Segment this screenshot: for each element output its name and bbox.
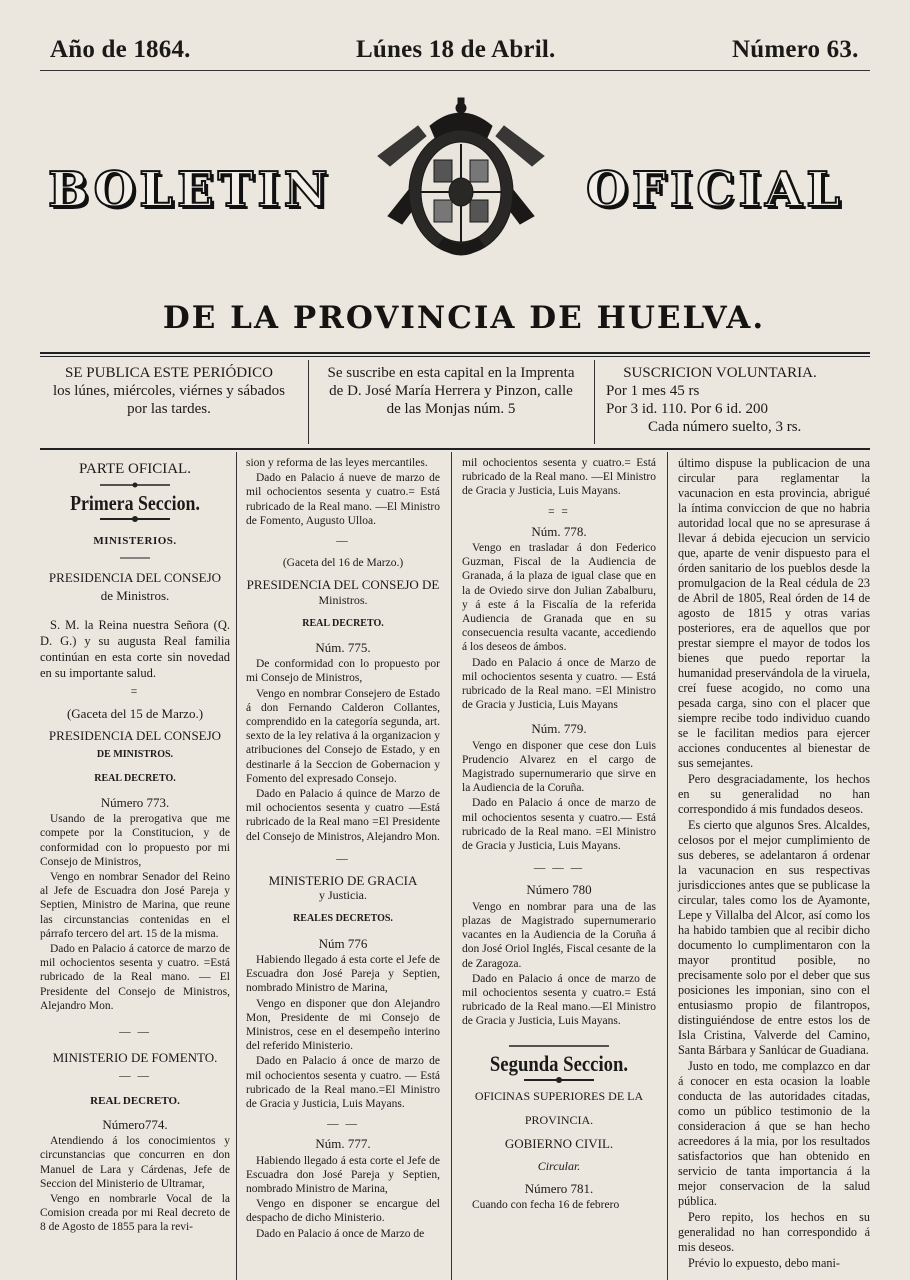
paragraph: Vengo en nombrar Consejero de Estado á don Fernando Calderon Collantes, comprendido en la categoría segunda, art. sexto de la ley relativa á la organizacion y atribuciones del Consejo de Estado, y en destinarle á la Seccion de Gobernacion y Fomento del expresado Consejo. [246,687,440,785]
heading: Ministros. [318,592,368,607]
decree-number: Número 781. [524,1180,594,1196]
dateline [50,36,859,70]
ministries-heading: MINISTERIOS. [93,535,177,548]
header-rule [40,70,870,71]
decree-heading: REALES DECRETOS. [293,913,393,925]
heading: DE MINISTROS. [96,748,174,760]
separator: — — [327,1118,359,1131]
section-title: Segunda Seccion. [489,1050,629,1076]
column-divider [236,452,237,1280]
paragraph: Prévio lo expuesto, debo mani- [688,1256,840,1270]
paragraph: Dado en Palacio á catorce de marzo de mil ochocientos sesenta y cuatro. =Está rubricado de la Real mano. — El Presidente del Consejo de Ministros, Alejandro Mon. [40,943,230,1012]
paragraph: Habiendo llegado á esta corte el Jefe de Escuadra don José Pareja y Septien, nombrado Ministro de Marina, [246,953,440,995]
info-rule [40,352,870,354]
paragraph: Vengo en nombrar para una de las plazas de Magistrado supernumerario vacantes en la Audiencia de la Coruña á don José Oriol Inglés, Fiscal cesante de la de Zaragoza. [462,900,656,970]
info-rule [40,356,870,357]
separator: = = [548,505,570,518]
heading: PRESIDENCIA DEL CONSEJO [48,728,222,744]
ornament-rule [509,1043,609,1049]
decree-number: Núm. 775. [315,640,371,656]
price-line: Cada número suelto, 3 rs. [648,419,802,435]
decree-number: Núm. 778. [531,523,587,539]
info-rule [40,448,870,450]
separator: — — [119,1026,151,1039]
masthead-subtitle: DE LA PROVINCIA DE HUELVA. [162,300,766,336]
article-column-3 [462,456,656,1213]
separator: — [336,852,350,865]
paragraph: Atendiendo á los conocimientos y circunstancias que concurren en don Manuel de Lara y Cárdenas, Jefe de Seccion del Ministerio de Ultramar, [40,1135,230,1190]
subscription-prices [600,364,840,436]
schedule-line: SE PUBLICA ESTE PERIÓDICO [65,365,273,381]
article-column-1 [40,456,230,1236]
decree-number: Número 773. [100,795,170,811]
paragraph: Vengo en nombrar Senador del Reino al Jefe de Escuadra don José Pareja y Septien, Ministro de Marina, que reune las circunstancias contenidas en el párrafo tercero del art. 15 de la misma. [40,871,230,940]
paragraph: sion y reforma de las leyes mercantiles. [246,457,428,469]
issue-year: Año de 1864. [50,36,191,63]
paragraph: Vengo en disponer que cese don Luis Prudencio Alvarez en el cargo de Magistrado supernumerario que sirve en la Audiencia de la Coruña. [462,739,656,795]
issue-number: Número 63. [732,36,859,63]
ornament-rule [100,516,170,522]
decree-number: Núm. 777. [315,1136,371,1152]
paragraph: Habiendo llegado á esta corte el Jefe de Escuadra don José Pareja y Septien, nombrado Ministro de Marina, [246,1154,440,1195]
masthead-oficial: OFICIAL [586,162,844,218]
location-line: de las Monjas núm. 5 [386,401,516,417]
heading: MINISTERIO DE GRACIA [268,873,418,889]
paragraph: Es cierto que algunos Sres. Alcaldes, celosos por el mejor cumplimiento de sus deberes, se adelantaron á ordenar la vacunacion en sus respectivas jurisdicciones antes que se publicase la circular, tales como los de Ayamonte, Lepe y Villalba del Alcor, así como los ha habido tambien que al recibir dicho documento lo cumplimentaron con la mayor prontitud posible, no precisamente solo por el deber que sus posiciones les imponian, sino con el entusiasmo propio de filantropos, distinguiéndose de entre estos los de Isla Cristina, Valverde del Camino, Santa Bárbara y Sanlúcar de Guadiana. [678,818,870,1057]
decree-number: Número774. [102,1116,168,1132]
heading: PRESIDENCIA DEL CONSEJO DE [246,577,440,593]
decree-number: Núm. 779. [531,721,587,737]
column-divider [451,452,452,1280]
gazette-note: (Gaceta del 15 de Marzo.) [66,706,204,722]
paragraph: Dado en Palacio á once de marzo de mil ochocientos sesenta y cuatro.— Está rubricado de la Real mano. =El Ministro de Gracia y Justicia, Luis Mayans. [462,797,656,853]
decree-heading: REAL DECRETO. [94,772,176,784]
issue-date: Lúnes 18 de Abril. [356,36,556,63]
separator: — [336,535,350,548]
paragraph: Pero desgraciadamente, los hechos en su generalidad no han correspondido á mis fundados deseos. [678,772,870,816]
paragraph: Vengo en disponer que don Alejandro Mon, Presidente de mi Consejo de Ministros, cese en el desempeño interino del referido Ministerio. [246,997,440,1053]
separator: — — — [533,862,585,875]
subscription-location [312,364,590,418]
price-line: Por 3 id. 110. Por 6 id. 200 [606,401,768,417]
article-column-4 [678,456,870,1272]
location-line: Se suscribe en esta capital en la Imprenta [327,365,575,381]
decree-number: Número 780 [526,882,592,898]
heading: PROVINCIA. [524,1112,594,1127]
paragraph: Justo en todo, me complazco en dar á conocer en esta ocasion la loable conducta de las autoridades citadas, como un público testimonio de la consideracion á que se han hecho acreedores á la mia, por los resultados satisfactorios que han obtenido en servicio de tanta importancia á la mejor conservacion de la salud pública. [678,1059,870,1208]
ornament-rule [524,1077,594,1083]
paragraph: Usando de la prerogativa que me compete por la Constitucion, y de conformidad con lo propuesto por mi Consejo de Ministros, [40,813,230,868]
paragraph: último dispuse la publicacion de una circular para reglamentar la vacunacion en esta provincia, abrigué la íntima conviccion de que no habria autoridad local que no se apresurase á llevar á debida ejecucion un servicio que, aparte de venir dispuesto para el órden sanitario de los pueblos desde la promulgacion de la Real cédula de 23 de Abril de 1805, Real órden de 14 de agosto de 1815 y otras varias posteriores, era de aquellos que por prestar siempre el mayor de todos los bienes que puedo reportar la humanidad preservándola de la viruela, creí fuese acogido, no como una pesada carga, sino con el placer que siempre recibe todo individuo cuando se le facilitan medios para ejercer acciones conducentes al bienestar de sus semejantes. [678,456,870,770]
paragraph: Vengo en disponer se encargue del despacho de dicho Ministerio. [246,1198,440,1225]
paragraph: Dado en Palacio á once de marzo de mil ochocientos sesenta y cuatro.= Está rubricado de la Real mano.—El Ministro de Gracia y Justicia, Luis Mayans. [462,972,656,1028]
heading: PRESIDENCIA DEL CONSEJO [48,569,222,585]
royal-crest-emblem [368,96,554,266]
circular-label: Circular. [537,1159,581,1174]
prices-heading: SUSCRICION VOLUNTARIA. [623,365,817,381]
schedule-line: por las tardes. [127,401,211,417]
gazette-note: (Gaceta del 16 de Marzo.) [282,557,404,570]
heading: OFICINAS SUPERIORES DE LA [474,1088,644,1103]
ornament-rule [120,555,150,561]
location-line: de D. José María Herrera y Pinzon, calle [329,383,573,399]
heading: de Ministros. [100,587,170,603]
price-line: Por 1 mes 45 rs [606,383,700,399]
separator: = [130,686,140,699]
decree-heading: REAL DECRETO. [90,1094,180,1107]
heading: MINISTERIO DE FOMENTO. [52,1050,218,1066]
paragraph: S. M. la Reina nuestra Señora (Q. D. G.) y su augusta Real familia continúan en esta corte sin novedad en su importante salud. [40,618,230,681]
column-divider [594,360,595,444]
section-heading: PARTE OFICIAL. [79,461,191,477]
decree-number: Núm 776 [318,935,368,951]
publication-schedule [36,364,302,418]
schedule-line: los lúnes, miércoles, viérnes y sábados [52,383,286,399]
paragraph: Vengo en nombrarle Vocal de la Comision creada por mi Real decreto de 8 de Agosto de 1855 para la revi- [40,1192,230,1234]
paragraph: Pero repito, los hechos en su generalidad no han correspondido á mis deseos. [678,1210,870,1254]
heading: GOBIERNO CIVIL. [504,1136,614,1152]
section-title: Primera Seccion. [70,491,200,516]
decree-heading: REAL DECRETO. [302,617,384,629]
paragraph: Cuando con fecha 16 de febrero [472,1198,620,1211]
column-divider [308,360,309,444]
paragraph: Dado en Palacio á once de Marzo de mil ochocientos sesenta y cuatro. — Está rubricado de la Real mano. =El Ministro de Gracia y Justicia, Luis Mayans [462,656,656,712]
paragraph: Dado en Palacio á once de Marzo de [256,1227,425,1240]
ornament-rule [100,482,170,488]
paragraph: De conformidad con lo propuesto por mi Consejo de Ministros, [246,658,440,685]
masthead-boletin: BOLETIN [48,162,332,218]
column-divider [667,452,668,1280]
article-column-2 [246,456,440,1242]
paragraph: Vengo en trasladar á don Federico Guzman, Fiscal de la Audiencia de Granada, á la plaza de igual clase que en la de Oviedo sirve don Julian Zabalburu, y á este á la Fiscalía de la referida Audiencia de Granada que en su consecuencia resulta vacante, accediendo á los deseos de ámbos. [462,542,656,654]
paragraph: Dado en Palacio á nueve de marzo de mil ochocientos sesenta y cuatro.= Está rubricado de la Real mano. —El Ministro de Fomento, Augusto Ulloa. [246,472,440,527]
paragraph: Dado en Palacio á once de marzo de mil ochocientos sesenta y cuatro. — Está rubricado de la Real mano.=El Ministro de Gracia y Justicia, Luis Mayans. [246,1055,440,1110]
paragraph: mil ochocientos sesenta y cuatro.= Está rubricado de la Real mano. —El Ministro de Gracia y Justicia, Luis Mayans. [462,457,656,498]
separator: — — [119,1070,151,1083]
heading: y Justicia. [319,888,367,903]
paragraph: Dado en Palacio á quince de Marzo de mil ochocientos sesenta y cuatro —Está rubricado de la Real mano =El Presidente del Consejo de Ministros, Alejandro Mon. [246,788,440,843]
